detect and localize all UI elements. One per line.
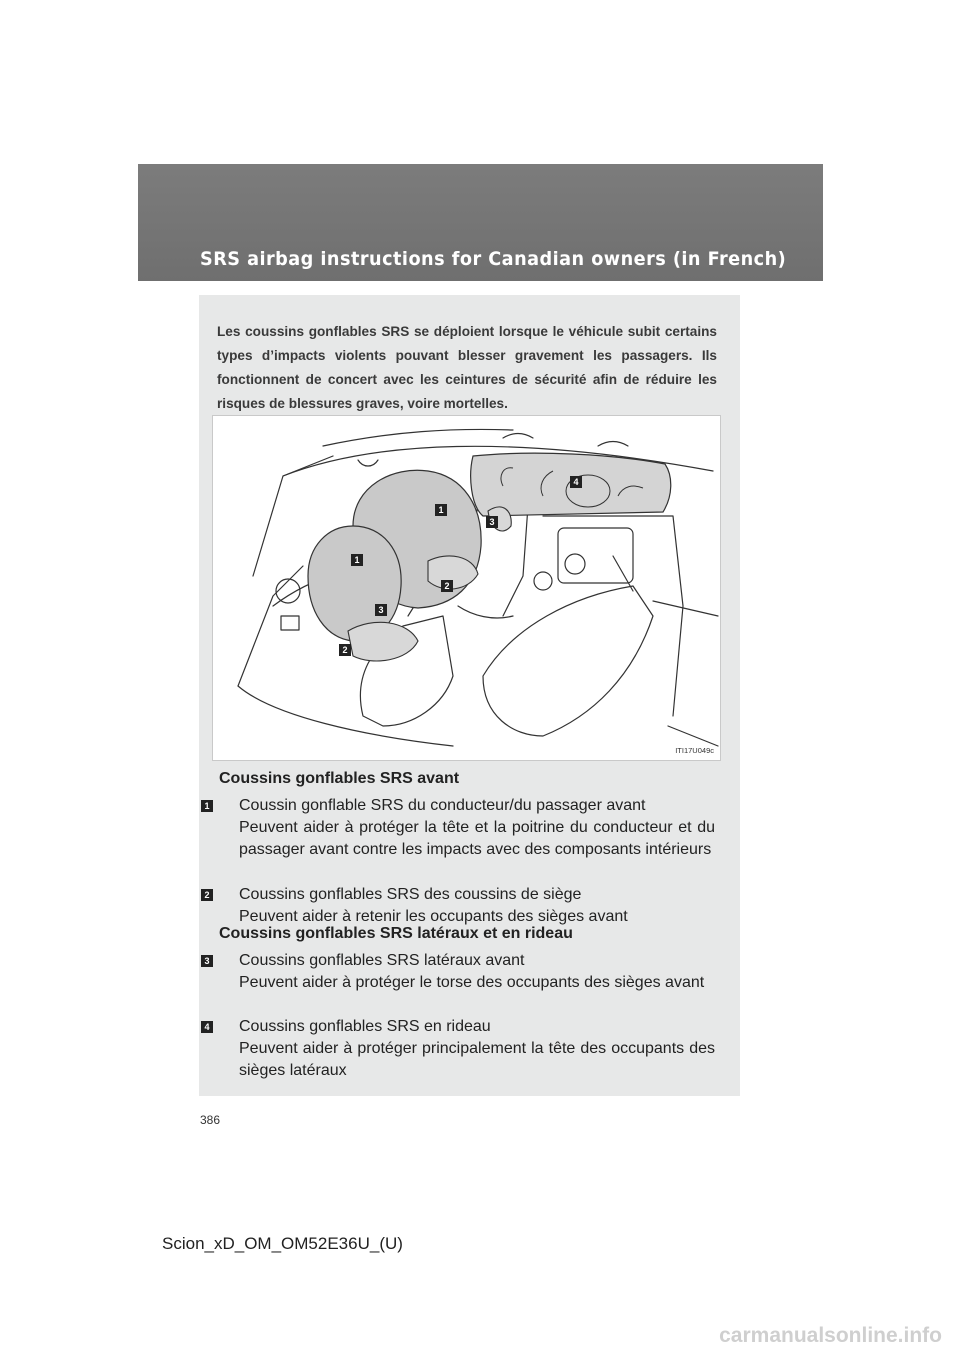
driver-cushion-airbag [348,622,418,661]
item-marker: 1 [201,800,213,812]
content-panel [199,295,740,1096]
list-item [204,1016,715,1082]
list-item [204,884,715,928]
section-heading-front: Coussins gonflables SRS avant [219,770,460,787]
page-number: 386 [200,1113,221,1127]
list-item [204,950,715,994]
item-title: Coussins gonflables SRS en rideau [239,1018,491,1035]
car-interior-drawing [213,416,720,760]
item-marker: 3 [201,955,213,967]
item-title: Coussins gonflables SRS des coussins de siège [239,886,582,903]
item-description: Peuvent aider à retenir les occupants des sièges avant [239,908,628,925]
item-marker: 4 [201,1021,213,1033]
list-item [204,795,715,861]
item-description: Peuvent aider à protéger la tête et la poitrine du conducteur et du passager avant contre les impacts avec des composants intérieurs [239,819,715,858]
item-description: Peuvent aider à protéger le torse des occupants des sièges avant [239,974,705,991]
item-description: Peuvent aider à protéger principalement la tête des occupants des sièges latéraux [239,1040,715,1079]
document-code: Scion_xD_OM_OM52E36U_(U) [162,1234,403,1253]
intro-paragraph: Les coussins gonflables SRS se déploient lorsque le véhicule subit certains types d’impacts violents pouvant blesser gravement les passagers. Ils fonctionnent de concert avec les ceintures de sécurité afin de réduire les risques de blessures graves, voire mortelles. [217,324,717,411]
callout-marker: 1 [435,504,447,516]
item-marker: 2 [201,889,213,901]
item-title: Coussin gonflable SRS du conducteur/du passager avant [239,797,646,814]
section-title: SRS airbag instructions for Canadian owners (in French) [200,248,787,270]
airbag-illustration [212,415,721,761]
section-heading-side-curtain: Coussins gonflables SRS latéraux et en rideau [219,925,573,942]
callout-marker: 1 [351,554,363,566]
callout-marker: 3 [375,604,387,616]
watermark: carmanualsonline.info [719,1324,942,1347]
item-title: Coussins gonflables SRS latéraux avant [239,952,525,969]
callout-marker: 3 [486,516,498,528]
section-header [138,164,823,281]
callout-marker: 2 [339,644,351,656]
callout-marker: 2 [441,580,453,592]
callout-marker: 4 [570,476,582,488]
figure-code: ITI17U049c [675,746,714,755]
